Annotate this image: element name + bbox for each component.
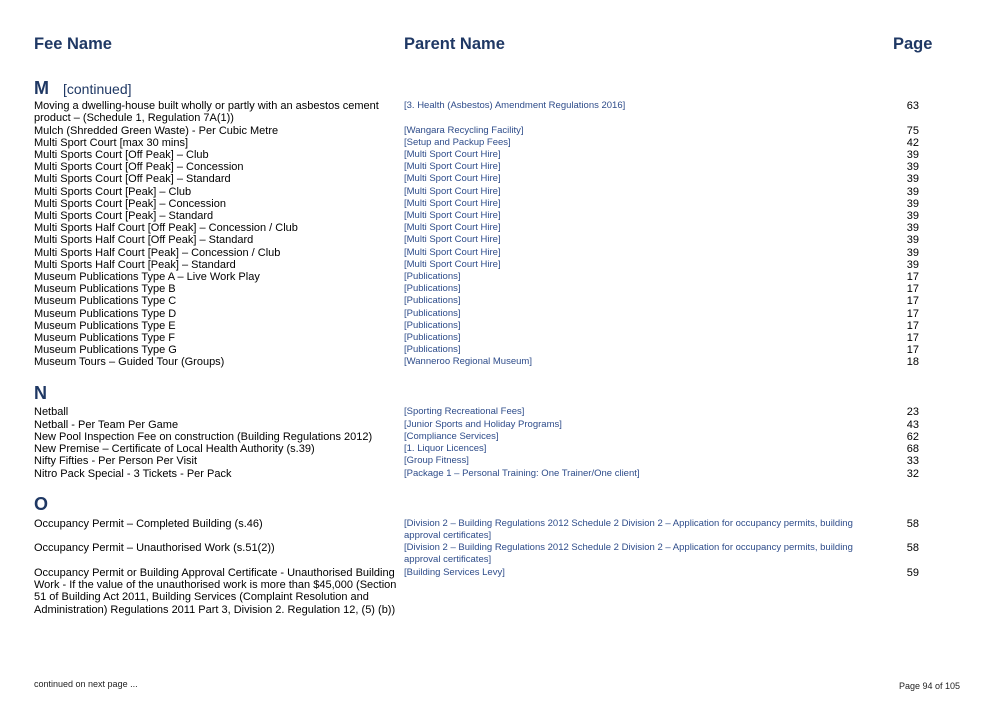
page-ref: 33 [906, 455, 919, 467]
parent-name-link[interactable]: [Package 1 – Personal Training: One Trainer/One client] [404, 468, 640, 479]
parent-name-link[interactable]: [Publications] [404, 344, 461, 355]
fee-name: Multi Sports Court [Peak] – Concession [34, 198, 226, 210]
parent-name-link[interactable]: [Multi Sport Court Hire] [404, 161, 501, 172]
parent-name-link[interactable]: [Publications] [404, 283, 461, 294]
fee-name: Multi Sports Court [Off Peak] – Standard [34, 173, 231, 185]
parent-name-link[interactable]: [Multi Sport Court Hire] [404, 186, 501, 197]
parent-name-link[interactable]: [Publications] [404, 332, 461, 343]
fee-name: Museum Publications Type B [34, 283, 176, 295]
fee-name: Museum Publications Type G [34, 344, 177, 356]
page-ref: 39 [906, 210, 919, 222]
page-ref: 42 [906, 137, 919, 149]
page-ref: 58 [906, 518, 919, 530]
section-letter: O [34, 494, 49, 514]
fee-name: Museum Tours – Guided Tour (Groups) [34, 356, 225, 368]
page-ref: 68 [906, 443, 919, 455]
parent-name-link[interactable]: [Setup and Packup Fees] [404, 137, 511, 148]
fee-name: Occupancy Permit or Building Approval Certificate - Unauthorised Building Work - If the value of the unauthorised work is more than $45,000 (Section 51 of Building Act 2011, Building Services (Complaint Resolution and Administration) Regulations 2011 Part 3, Division 2. Regulation 12, (5) (b)) [34, 567, 397, 616]
fee-name: Nifty Fifties - Per Person Per Visit [34, 455, 198, 467]
parent-name-link[interactable]: [Compliance Services] [404, 431, 499, 442]
parent-name-link[interactable]: [Division 2 – Building Regulations 2012 Schedule 2 Division 2 – Application for occupancy permits, building approval certificates] [404, 518, 853, 542]
fee-name: Multi Sports Half Court [Peak] – Concession / Club [34, 247, 281, 259]
page-ref: 62 [906, 431, 919, 443]
fee-name: Museum Publications Type F [34, 332, 176, 344]
page-number: Page 94 of 105 [898, 681, 960, 691]
page-ref: 17 [906, 308, 919, 320]
fee-name: Multi Sports Court [Off Peak] – Concession [34, 161, 244, 173]
page-ref: 39 [906, 161, 919, 173]
page-ref: 39 [906, 173, 919, 185]
page-ref: 18 [906, 356, 919, 368]
page-ref: 75 [906, 125, 919, 137]
parent-name-link[interactable]: [Wanneroo Regional Museum] [404, 356, 532, 367]
page-ref: 58 [906, 542, 919, 554]
page-ref: 39 [906, 222, 919, 234]
fee-name: Nitro Pack Special - 3 Tickets - Per Pack [34, 468, 232, 480]
parent-name-link[interactable]: [Multi Sport Court Hire] [404, 173, 501, 184]
section-letter: M [34, 78, 49, 98]
page-ref: 17 [906, 283, 919, 295]
page-ref: 23 [906, 406, 919, 418]
section-continued-label: [continued] [63, 81, 132, 97]
fee-name: New Premise – Certificate of Local Health Authority (s.39) [34, 443, 315, 455]
fee-name: Occupancy Permit – Unauthorised Work (s.51(2)) [34, 542, 275, 554]
page-ref: 17 [906, 344, 919, 356]
page-ref: 39 [906, 149, 919, 161]
fee-name: Occupancy Permit – Completed Building (s.46) [34, 518, 263, 530]
fee-name: Multi Sports Half Court [Peak] – Standard [34, 259, 236, 271]
parent-name-link[interactable]: [Publications] [404, 308, 461, 319]
fee-name: Moving a dwelling-house built wholly or partly with an asbestos cement product – (Schedule 1, Regulation 7A(1)) [34, 100, 379, 125]
parent-name-link[interactable]: [Multi Sport Court Hire] [404, 198, 501, 209]
fee-name: Netball - Per Team Per Game [34, 419, 179, 431]
page-ref: 39 [906, 186, 919, 198]
parent-name-link[interactable]: [Multi Sport Court Hire] [404, 259, 501, 270]
fee-name: New Pool Inspection Fee on construction (Building Regulations 2012) [34, 431, 373, 443]
page-ref: 63 [906, 100, 919, 112]
page-ref: 39 [906, 234, 919, 246]
page-ref: 17 [906, 320, 919, 332]
fee-name: Multi Sports Half Court [Off Peak] – Standard [34, 234, 254, 246]
fee-name-header: Fee Name [34, 35, 112, 53]
fee-name: Museum Publications Type E [34, 320, 176, 332]
fee-name: Multi Sports Court [Peak] – Club [34, 186, 192, 198]
parent-name-link[interactable]: [Multi Sport Court Hire] [404, 210, 501, 221]
fee-name: Multi Sports Half Court [Off Peak] – Concession / Club [34, 222, 298, 234]
parent-name-link[interactable]: [Multi Sport Court Hire] [404, 247, 501, 258]
parent-name-link[interactable]: [Wangara Recycling Facility] [404, 125, 524, 136]
fee-name: Mulch (Shredded Green Waste) - Per Cubic Metre [34, 125, 279, 137]
fee-name: Museum Publications Type D [34, 308, 177, 320]
parent-name-link[interactable]: [1. Liquor Licences] [404, 443, 487, 454]
page-ref: 32 [906, 468, 919, 480]
page-ref: 39 [906, 198, 919, 210]
page-ref: 43 [906, 419, 919, 431]
parent-name-link[interactable]: [Multi Sport Court Hire] [404, 149, 501, 160]
parent-name-link[interactable]: [Multi Sport Court Hire] [404, 234, 501, 245]
page-ref: 59 [906, 567, 919, 579]
page-ref: 17 [906, 295, 919, 307]
page-ref: 17 [906, 271, 919, 283]
parent-name-header: Parent Name [404, 35, 505, 53]
parent-name-link[interactable]: [Group Fitness] [404, 455, 469, 466]
page-ref: 39 [906, 259, 919, 271]
page-ref: 17 [906, 332, 919, 344]
parent-name-link[interactable]: [Publications] [404, 271, 461, 282]
fee-name: Museum Publications Type A – Live Work Play [34, 271, 260, 283]
fee-name: Multi Sports Court [Off Peak] – Club [34, 149, 209, 161]
fee-name: Multi Sports Court [Peak] – Standard [34, 210, 214, 222]
continued-note: continued on next page ... [34, 679, 138, 689]
parent-name-link[interactable]: [Junior Sports and Holiday Programs] [404, 419, 562, 430]
section-letter: N [34, 383, 47, 403]
page-ref: 39 [906, 247, 919, 259]
parent-name-link[interactable]: [Sporting Recreational Fees] [404, 406, 525, 417]
parent-name-link[interactable]: [Publications] [404, 320, 461, 331]
page-header: Page [893, 35, 933, 53]
parent-name-link[interactable]: [Building Services Levy] [404, 567, 505, 578]
fee-name: Netball [34, 406, 69, 418]
parent-name-link[interactable]: [Division 2 – Building Regulations 2012 Schedule 2 Division 2 – Application for occupancy permits, building approval certificates] [404, 542, 853, 566]
parent-name-link[interactable]: [Publications] [404, 295, 461, 306]
fee-name: Multi Sport Court [max 30 mins] [34, 137, 189, 149]
fee-name: Museum Publications Type C [34, 295, 177, 307]
parent-name-link[interactable]: [3. Health (Asbestos) Amendment Regulations 2016] [404, 100, 626, 111]
parent-name-link[interactable]: [Multi Sport Court Hire] [404, 222, 501, 233]
